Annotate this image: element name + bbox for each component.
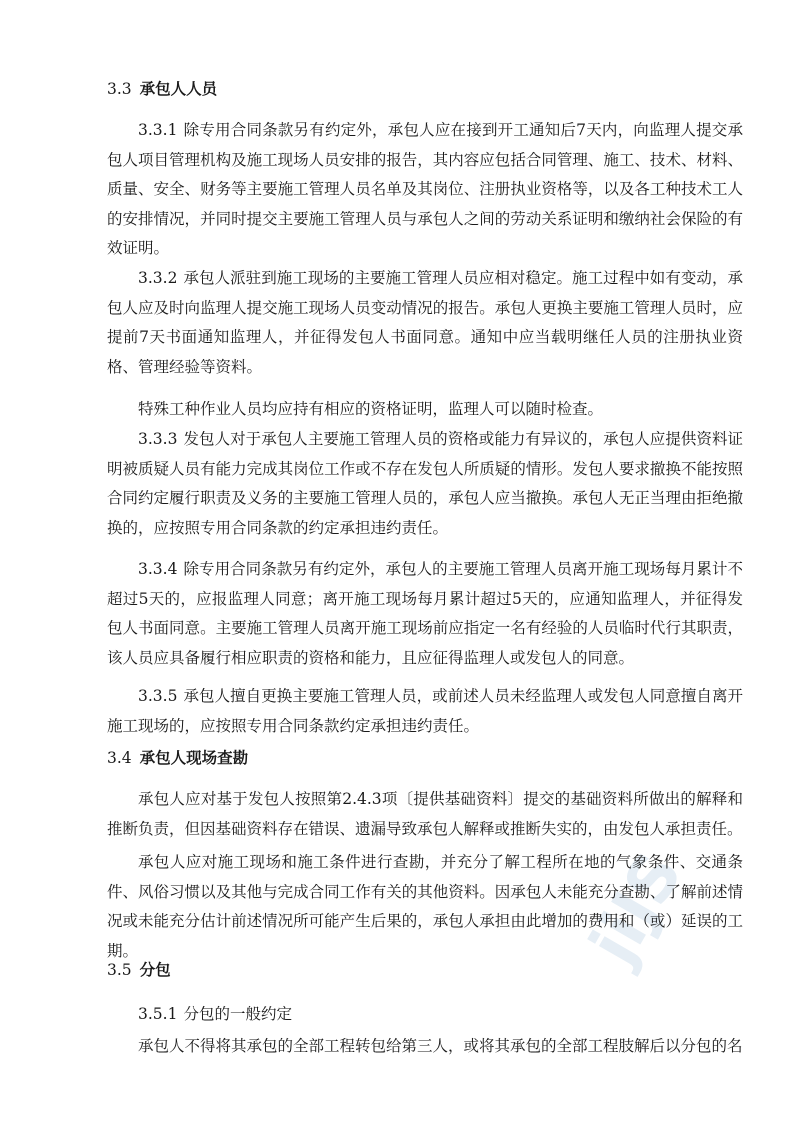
clause-3-3-1 (107, 116, 743, 264)
clause-3-3-2-special (107, 395, 743, 425)
paragraph: 承包人不得将其承包的全部工程转包给第三人，或将其承包的全部工程肢解后以分包的名 (138, 1037, 743, 1055)
clause-3-3-2 (107, 264, 743, 382)
section-3-3 (107, 74, 743, 105)
section-title: 承包人人员 (139, 79, 218, 98)
clause-number: 3.3.3 (138, 430, 178, 448)
clause-text: 承包人擅自更换主要施工管理人员，或前述人员未经监理人或发包人同意擅自离开施工现场的，应按照专用合同条款约定承担违约责任。 (107, 687, 743, 735)
clause-text: 分包的一般约定 (183, 1005, 292, 1023)
clause-text: 承包人派驻到施工现场的主要施工管理人员应相对稳定。施工过程中如有变动，承包人应及时向监理人提交施工现场人员变动情况的报告。承包人更换主要施工管理人员时，应提前7天书面通知监理人，并征得发包人书面同意。通知中应当载明继任人员的注册执业资格、管理经验等资料。 (107, 269, 743, 376)
section-3-5 (107, 955, 743, 986)
paragraph (107, 425, 743, 543)
clause-3-3-5 (107, 682, 743, 741)
clause-3-5-1 (107, 1000, 743, 1030)
section-number: 3.4 (107, 749, 132, 767)
clause-number: 3.5.1 (138, 1005, 178, 1023)
clause-text: 除专用合同条款另有约定外，承包人的主要施工管理人员离开施工现场每月累计不超过5天的，应报监理人同意；离开施工现场每月累计超过5天的，应通知监理人，并征得发包人书面同意。主要施工管理人员离开施工现场前应指定一名有经验的人员临时代行其职责，该人员应具备履行相应职责的资格和能力，且应征得监理人或发包人的同意。 (107, 560, 743, 667)
paragraph: 承包人应对施工现场和施工条件进行查勘，并充分了解工程所在地的气象条件、交通条件、风俗习惯以及其他与完成合同工作有关的其他资料。因承包人未能充分查勘、了解前述情况或未能充分估计前述情况所可能产生后果的，承包人承担由此增加的费用和（或）延误的工期。 (107, 853, 743, 960)
section-heading-3-5 (107, 955, 743, 986)
section-title: 承包人现场查勘 (139, 748, 249, 767)
clause-number: 3.3.1 (138, 121, 178, 139)
paragraph: 特殊工种作业人员均应持有相应的资格证明，监理人可以随时检查。 (138, 400, 604, 418)
paragraph (107, 264, 743, 382)
paragraph (107, 555, 743, 673)
section-heading-3-4 (107, 743, 743, 774)
section-heading-3-3 (107, 74, 743, 105)
section-3-4-paragraph-2 (107, 848, 743, 966)
clause-text: 除专用合同条款另有约定外，承包人应在接到开工通知后7天内，向监理人提交承包人项目管理机构及施工现场人员安排的报告，其内容应包括合同管理、施工、技术、材料、质量、安全、财务等主要施工管理人员名单及其岗位、注册执业资格等，以及各工种技术工人的安排情况，并同时提交主要施工管理人员与承包人之间的劳动关系证明和缴纳社会保险的有效证明。 (107, 121, 743, 257)
clause-number: 3.3.2 (138, 269, 178, 287)
clause-text: 发包人对于承包人主要施工管理人员的资格或能力有异议的，承包人应提供资料证明被质疑人员有能力完成其岗位工作或不存在发包人所质疑的情形。发包人要求撤换不能按照合同约定履行职责及义务的主要施工管理人员的，承包人应当撤换。承包人无正当理由拒绝撤换的，应按照专用合同条款的约定承担违约责任。 (107, 430, 743, 537)
section-3-5-paragraph-1 (107, 1032, 743, 1062)
clause-3-3-4 (107, 555, 743, 673)
section-3-4 (107, 743, 743, 774)
paragraph (107, 116, 743, 264)
paragraph: 承包人应对基于发包人按照第2.4.3项〔提供基础资料〕提交的基础资料所做出的解释和推断负责，但因基础资料存在错误、遗漏导致承包人解释或推断失实的，由发包人承担责任。 (107, 790, 743, 838)
clause-3-3-3 (107, 425, 743, 543)
clause-number: 3.3.4 (138, 560, 178, 578)
section-number: 3.5 (107, 961, 132, 979)
paragraph (107, 682, 743, 741)
section-number: 3.3 (107, 80, 132, 98)
clause-number: 3.3.5 (138, 687, 178, 705)
section-title: 分包 (139, 960, 171, 979)
section-3-4-paragraph-1 (107, 785, 743, 844)
watermark-text: jiJS (576, 840, 698, 977)
paragraph (107, 1000, 743, 1030)
